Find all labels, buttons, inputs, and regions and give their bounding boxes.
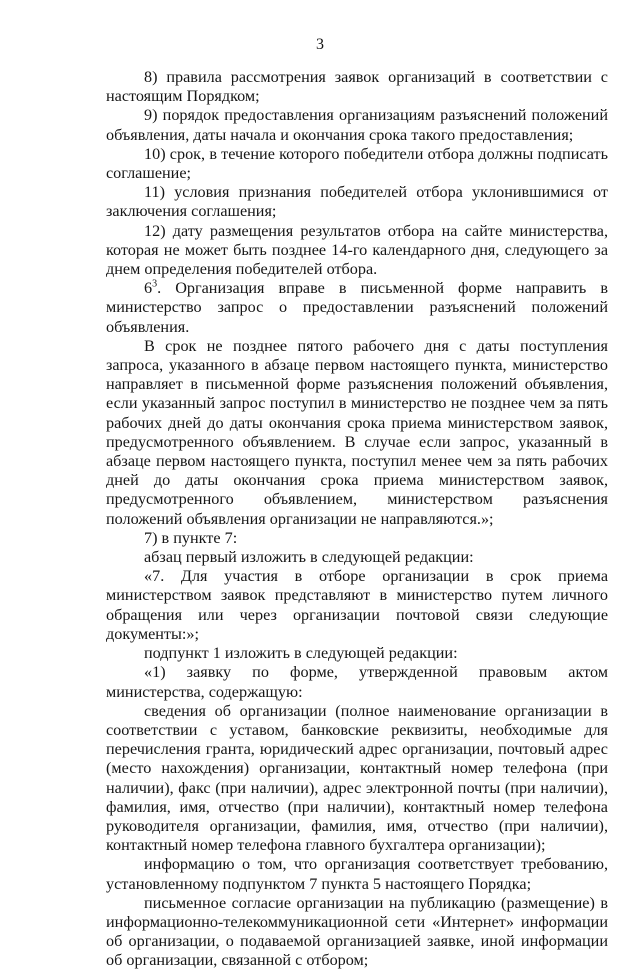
point-number: 6 bbox=[144, 279, 153, 298]
paragraph-item-10: 10) срок, в течение которого победители отбора должны подписать соглашение; bbox=[106, 144, 608, 183]
paragraph-subpoint-1-amend: подпункт 1 изложить в следующей редакции: bbox=[144, 644, 458, 663]
page-number: 3 bbox=[316, 36, 324, 53]
paragraph-subpoint-1-text: «1) заявку по форме, утвержденной правовым актом министерства, содержащую: bbox=[106, 663, 608, 701]
paragraph-publication-consent: письменное согласие организации на публикацию (размещение) в информационно-телекоммуникационной сети «Интернет» информации об организации, о подаваемой организацией заявке, иной информации об организации, связанной с отбором; bbox=[106, 893, 608, 970]
paragraph-point-7-intro: 7) в пункте 7: bbox=[144, 528, 238, 547]
document-body bbox=[106, 68, 608, 971]
paragraph-requirement-info: информацию о том, что организация соответствует требованию, установленному подпунктом 7 пункта 5 настоящего Порядка; bbox=[106, 855, 608, 893]
paragraph-clarification-deadline: В срок не позднее пятого рабочего дня с даты поступления запроса, указанного в абзаце первом настоящего пункта, министерство направляет в письменной форме разъяснения положений объявления, если указанный запрос поступил в министерство не позднее чем за пять рабочих дней до даты окончания срока приема министерством заявок, предусмотренного объявлением. В случае если запрос, указанный в абзаце первом настоящего пункта, поступил менее чем за пять рабочих дней до даты окончания срока приема министерством заявок, предусмотренного объявлением, министерством разъяснения положений объявления организации не направляются.»; bbox=[106, 336, 608, 528]
paragraph-point-6-3 bbox=[106, 279, 608, 337]
paragraph-item-9: 9) порядок предоставления организациям разъяснений положений объявления, даты начала и окончания срока такого предоставления; bbox=[106, 106, 608, 144]
paragraph-point-7-new-text: «7. Для участия в отборе организации в срок приема министерством заявок представляют в министерство путем личного обращения или через организации почтовой связи следующие документы:»; bbox=[106, 567, 608, 643]
point-text: . Организация вправе в письменной форме направить в министерство запрос о предоставлении разъяснений положений объявления. bbox=[106, 279, 608, 336]
paragraph-item-11: 11) условия признания победителей отбора уклонившимися от заключения соглашения; bbox=[106, 183, 608, 221]
paragraph-item-12: 12) дату размещения результатов отбора на сайте министерства, которая не может быть позднее 14-го календарного дня, следующего за днем определения победителей отбора. bbox=[106, 221, 608, 279]
paragraph-item-8: 8) правила рассмотрения заявок организаций в соответствии с настоящим Порядком; bbox=[106, 68, 608, 106]
point-superscript: 3 bbox=[152, 278, 158, 290]
paragraph-first-paragraph-amend: абзац первый изложить в следующей редакции: bbox=[144, 548, 474, 567]
paragraph-organization-info: сведения об организации (полное наименование организации в соответствии с уставом, банковские реквизиты, необходимые для перечисления гранта, юридический адрес организации, почтовый адрес (место нахождения) организации, контактный номер телефона (при наличии), факс (при наличии), адрес электронной почты (при наличии), фамилия, имя, отчество (при наличии), контактный номер телефона руководителя организации, фамилия, имя, отчество (при наличии), контактный номер телефона главного бухгалтера организации); bbox=[106, 701, 608, 855]
